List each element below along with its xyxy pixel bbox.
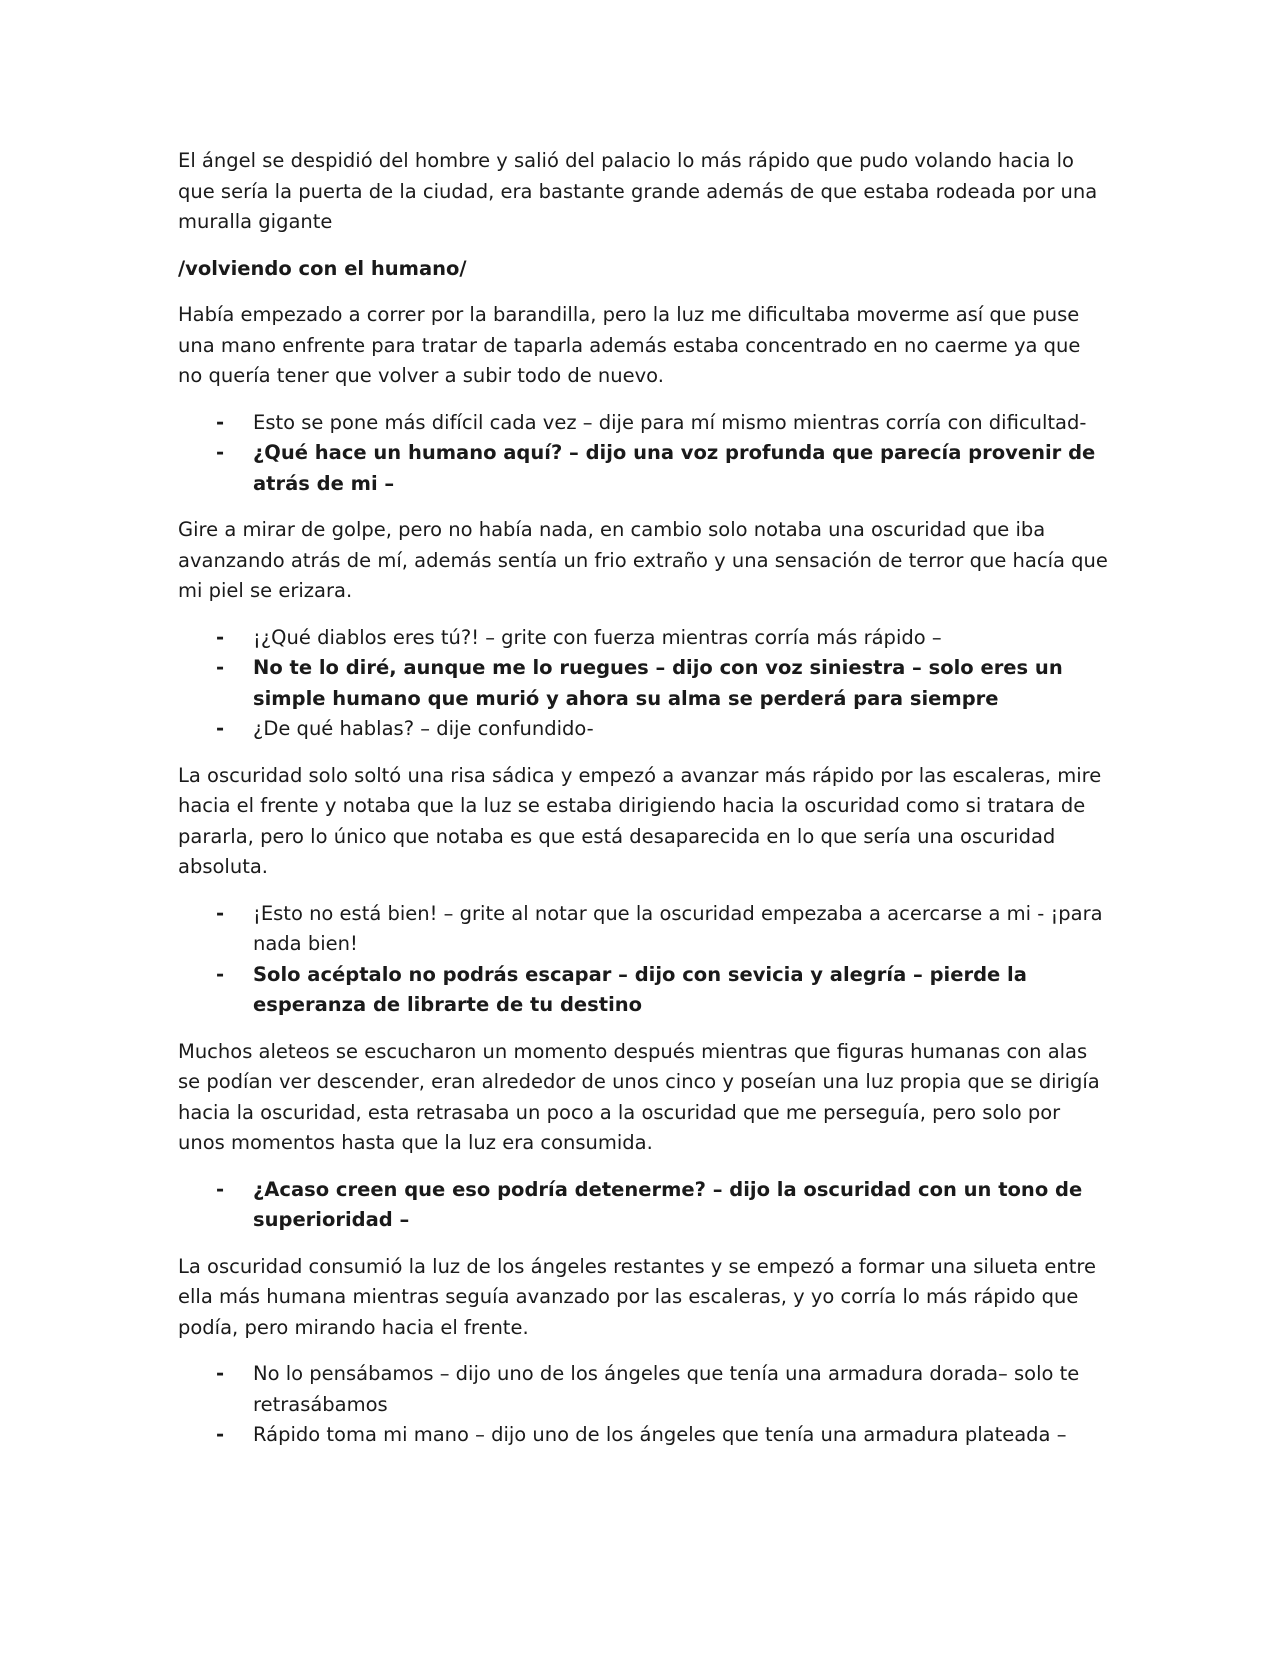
- dialogue-list: [178, 1359, 1108, 1451]
- dash-marker: -: [216, 656, 225, 679]
- paragraph: La oscuridad solo soltó una risa sádica y empezó a avanzar más rápido por las escaleras, mire hacia el frente y notaba que la luz se estaba dirigiendo hacia la oscuridad como si tratara de pararla, pero lo único que notaba es que está desaparecida en lo que sería una oscuridad absoluta.: [178, 763, 1102, 878]
- dialogue-text: ¿De qué hablas? – dije confundido-: [253, 717, 594, 740]
- dialogue-line: [178, 714, 1108, 745]
- paragraph: El ángel se despidió del hombre y salió del palacio lo más rápido que pudo volando hacia lo que sería la puerta de la ciudad, era bastante grande además de que estaba rodeada por una muralla gigante: [178, 149, 1098, 233]
- dialogue-line: [178, 623, 1108, 654]
- dialogue-line: [178, 1359, 1108, 1420]
- paragraph: La oscuridad consumió la luz de los ángeles restantes y se empezó a formar una silueta entre ella más humana mientras seguía avanzado por las escaleras, y yo corría lo más rápido que podía, pero mirando hacia el frente.: [178, 1254, 1097, 1339]
- dialogue-text: No te lo diré, aunque me lo ruegues – dijo con voz siniestra – solo eres un simple humano que murió y ahora su alma se perderá para siempre: [253, 656, 1063, 710]
- dialogue-list: [178, 623, 1108, 745]
- dash-marker: -: [216, 962, 225, 986]
- document-body: [178, 146, 1108, 1467]
- dialogue-text: ¿Qué hace un humano aquí? – dijo una voz profunda que parecía provenir de atrás de mi –: [253, 441, 1096, 495]
- dialogue-line: [178, 1420, 1108, 1451]
- dash-marker: -: [216, 625, 225, 649]
- dash-marker: -: [216, 1177, 225, 1201]
- dialogue-text: No lo pensábamos – dijo uno de los ángeles que tenía una armadura dorada– solo te retrasábamos: [253, 1362, 1080, 1416]
- dialogue-line: [178, 653, 1108, 714]
- dialogue-list: [178, 1175, 1108, 1236]
- dialogue-line: [178, 899, 1108, 960]
- dialogue-text: ¡Esto no está bien! – grite al notar que la oscuridad empezaba a acercarse a mi - ¡para nada bien!: [253, 901, 1103, 955]
- section-heading: /volviendo con el humano/: [178, 256, 467, 280]
- dash-marker: -: [216, 1423, 225, 1446]
- dash-marker: -: [216, 410, 225, 434]
- dialogue-line: [178, 1175, 1108, 1236]
- paragraph: Muchos aleteos se escucharon un momento después mientras que figuras humanas con alas se podían ver descender, eran alrededor de unos cinco y poseían una luz propia que se dirigía hacia la oscuridad, esta retrasaba un poco a la oscuridad que me perseguía, pero solo por unos momentos hasta que la luz era consumida.: [178, 1039, 1100, 1154]
- dash-marker: -: [216, 717, 225, 740]
- dialogue-text: Esto se pone más difícil cada vez – dije para mí mismo mientras corría con dificultad-: [253, 410, 1087, 434]
- dialogue-list: [178, 899, 1108, 1021]
- paragraph: Había empezado a correr por la barandilla, pero la luz me dificultaba moverme así que puse una mano enfrente para tratar de taparla además estaba concentrado en no caerme ya que no quería tener que volver a subir todo de nuevo.: [178, 303, 1081, 387]
- dialogue-text: ¡¿Qué diablos eres tú?! – grite con fuerza mientras corría más rápido –: [253, 625, 942, 649]
- dialogue-line: [178, 408, 1108, 439]
- dialogue-list: [178, 408, 1108, 500]
- paragraph: Gire a mirar de golpe, pero no había nada, en cambio solo notaba una oscuridad que iba avanzando atrás de mí, además sentía un frio extraño y una sensación de terror que hacía que mi piel se erizara.: [178, 518, 1108, 602]
- dash-marker: -: [216, 901, 225, 925]
- dash-marker: -: [216, 1362, 225, 1385]
- dialogue-text: Rápido toma mi mano – dijo uno de los ángeles que tenía una armadura plateada –: [253, 1423, 1067, 1446]
- dialogue-text: Solo acéptalo no podrás escapar – dijo con sevicia y alegría – pierde la esperanza de librarte de tu destino: [253, 962, 1027, 1016]
- dialogue-line: [178, 438, 1108, 499]
- dash-marker: -: [216, 441, 225, 464]
- dialogue-line: [178, 960, 1108, 1021]
- dialogue-text: ¿Acaso creen que eso podría detenerme? – dijo la oscuridad con un tono de superioridad –: [253, 1177, 1083, 1231]
